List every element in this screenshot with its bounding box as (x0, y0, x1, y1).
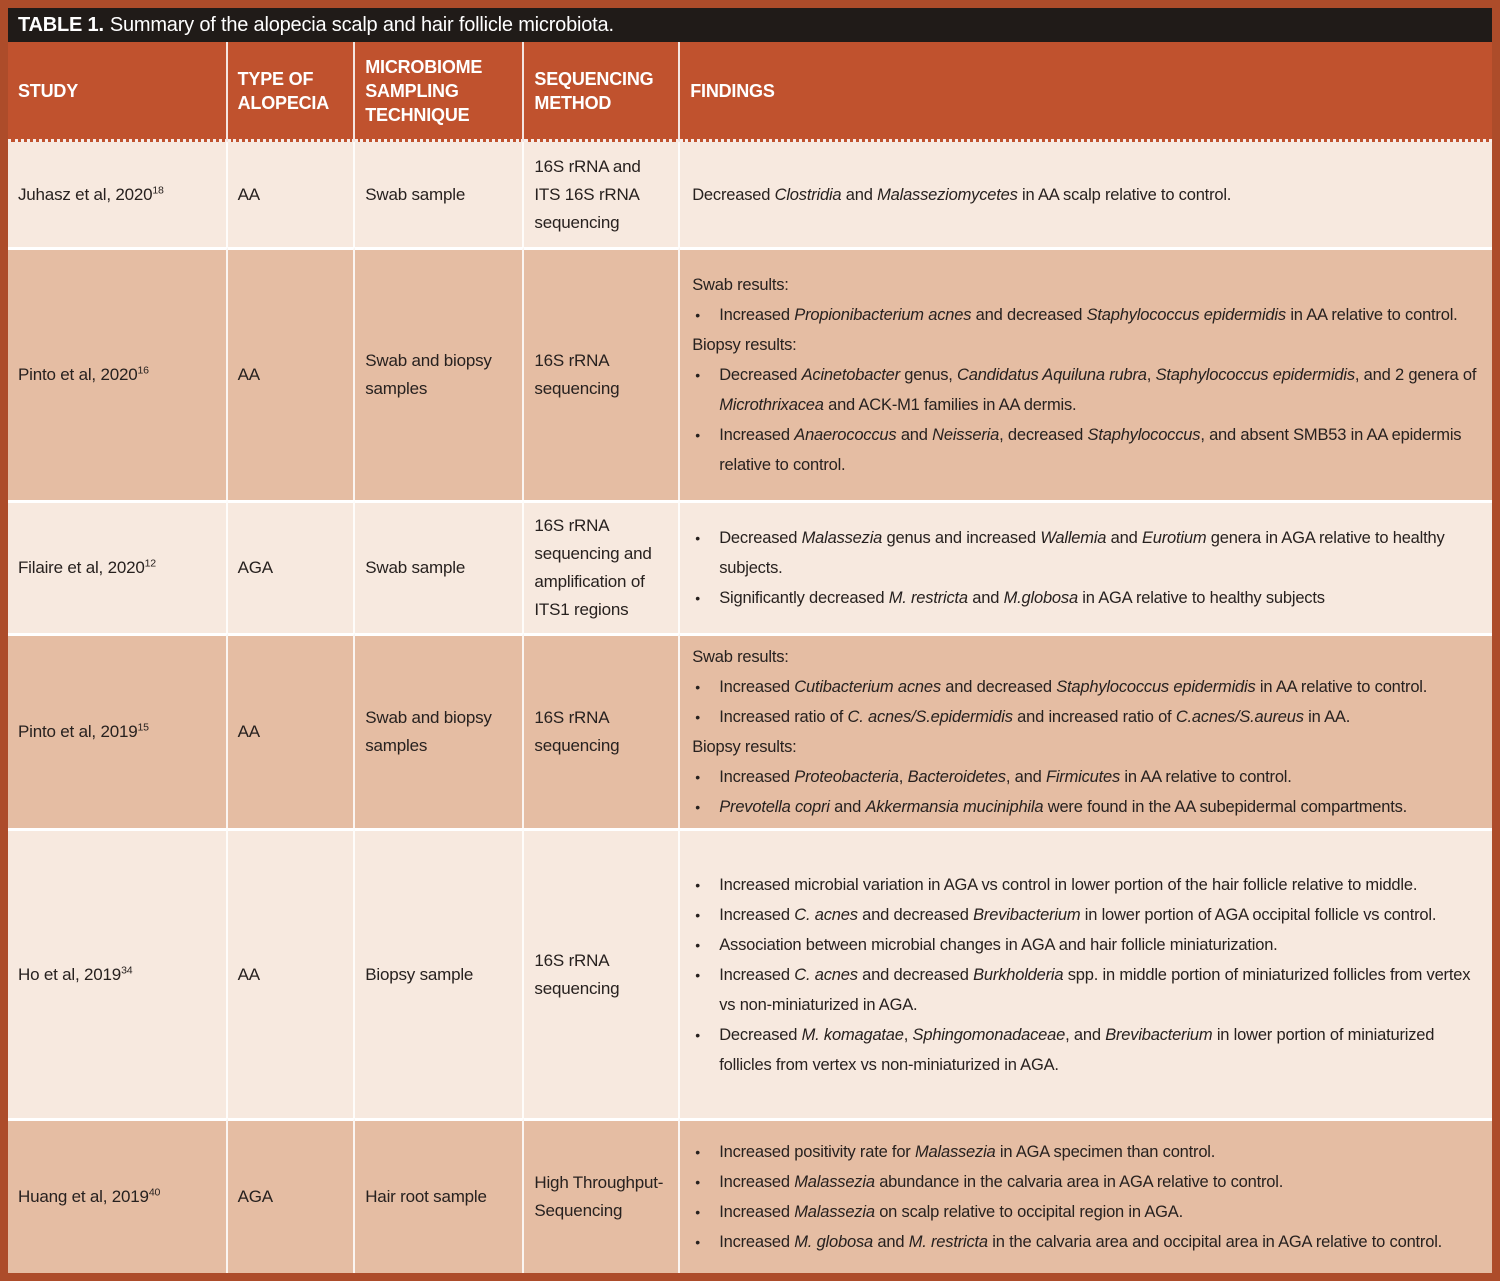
study-name: Pinto et al, 2020 (18, 365, 138, 384)
alopecia-type-cell: AGA (228, 500, 356, 633)
finding-bullet-item (692, 930, 1484, 960)
table-row (8, 828, 1492, 1118)
study-reference-number: 40 (148, 1186, 161, 1199)
finding-text: Increased Anaerococcus and Neisseria, decreased Staphylococcus, and absent SMB53 in AA epidermis relative to control. (719, 426, 1462, 474)
finding-bullet-item (692, 360, 1484, 420)
finding-text-line: Swab results: (692, 276, 789, 294)
finding-text: Increased positivity rate for Malassezia in AGA specimen than control. (719, 1143, 1216, 1161)
sampling-technique-cell: Swab and biopsy samples (355, 633, 524, 828)
study-cell (8, 1118, 228, 1273)
findings-cell (680, 828, 1492, 1118)
microbiota-summary-table (8, 42, 1492, 1273)
study-name: Ho et al, 2019 (18, 964, 122, 984)
sequencing-method-cell: 16S rRNA and ITS 16S rRNA sequencing (524, 142, 680, 247)
alopecia-type-cell: AA (228, 142, 356, 247)
bullet-icon: • (695, 1234, 700, 1250)
table-row (8, 142, 1492, 247)
alopecia-type-cell: AA (228, 247, 356, 500)
finding-bullet-item (692, 1020, 1484, 1080)
sequencing-method-cell: 16S rRNA sequencing (524, 247, 680, 500)
finding-bullet-item (692, 960, 1484, 1020)
bullet-icon: • (695, 769, 700, 785)
study-reference-number: 12 (144, 557, 156, 570)
finding-bullet-item (692, 583, 1484, 613)
finding-text: Increased C. acnes and decreased Brevibacterium in lower portion of AGA occipital follicle vs control. (719, 905, 1437, 924)
finding-text: Prevotella copri and Akkermansia muciniphila were found in the AA subepidermal compartments. (719, 798, 1408, 816)
bullet-icon: • (695, 966, 700, 983)
finding-text: Decreased Malassezia genus and increased Wallemia and Eurotium genera in AGA relative to healthy subjects. (719, 529, 1445, 577)
sequencing-method-cell: 16S rRNA sequencing (524, 633, 680, 828)
study-reference-number: 16 (137, 364, 149, 377)
sequencing-method-cell: High Throughput-Sequencing (524, 1118, 680, 1273)
finding-bullet-item (692, 523, 1484, 583)
finding-bullet-item (692, 1227, 1484, 1257)
finding-bullet-item (692, 870, 1484, 900)
finding-bullet-item (692, 702, 1484, 732)
study-cell (8, 247, 228, 500)
bullet-icon: • (695, 876, 700, 893)
study-cell (8, 500, 228, 633)
bullet-icon: • (695, 906, 700, 923)
study-name: Juhasz et al, 2020 (18, 184, 153, 204)
finding-bullet-item (692, 420, 1484, 480)
bullet-icon: • (695, 1174, 700, 1190)
finding-text: Significantly decreased M. restricta and M.globosa in AGA relative to healthy subjects (719, 589, 1325, 607)
bullet-icon: • (695, 936, 700, 953)
finding-text-line: Biopsy results: (692, 336, 797, 354)
finding-bullet-item (692, 900, 1484, 930)
finding-bullet-item (692, 792, 1484, 822)
finding-text-line: Decreased Clostridia and Malasseziomycetes in AA scalp relative to control. (692, 185, 1232, 204)
sampling-technique-cell: Swab sample (355, 142, 524, 247)
study-reference-number: 18 (152, 183, 164, 196)
study-cell (8, 828, 228, 1118)
findings-cell (680, 633, 1492, 828)
table-number: TABLE 1. (18, 13, 104, 36)
study-name: Pinto et al, 2019 (18, 722, 138, 741)
finding-bullet-item (692, 1167, 1484, 1197)
column-header-study: STUDY (8, 42, 228, 142)
study-reference-number: 34 (121, 963, 133, 976)
finding-text: Increased ratio of C. acnes/S.epidermidis and increased ratio of C.acnes/S.aureus in AA. (719, 708, 1351, 726)
findings-cell (680, 247, 1492, 500)
finding-bullet-item (692, 1197, 1484, 1227)
bullet-icon: • (695, 367, 700, 383)
table-row (8, 1118, 1492, 1273)
finding-text: Increased M. globosa and M. restricta in the calvaria area and occipital area in AGA relative to control. (719, 1233, 1443, 1251)
alopecia-type-cell: AA (228, 633, 356, 828)
finding-text: Increased Malassezia abundance in the calvaria area in AGA relative to control. (719, 1173, 1284, 1191)
findings-cell (680, 142, 1492, 247)
sampling-technique-cell: Biopsy sample (355, 828, 524, 1118)
table-row (8, 500, 1492, 633)
finding-text: Decreased M. komagatae, Sphingomonadaceae, and Brevibacterium in lower portion of miniaturized follicles from vertex vs non-miniaturized in AGA. (719, 1025, 1435, 1074)
finding-bullet-item (692, 762, 1484, 792)
finding-text: Increased Cutibacterium acnes and decreased Staphylococcus epidermidis in AA relative to control. (719, 678, 1428, 696)
study-cell (8, 633, 228, 828)
table-caption: Summary of the alopecia scalp and hair follicle microbiota. (109, 13, 614, 36)
column-header-findings: FINDINGS (680, 42, 1492, 142)
sequencing-method-cell: 16S rRNA sequencing (524, 828, 680, 1118)
table-row (8, 247, 1492, 500)
bullet-icon: • (695, 530, 700, 546)
header-row (8, 42, 1492, 142)
finding-text: Increased Propionibacterium acnes and decreased Staphylococcus epidermidis in AA relative to control. (719, 306, 1458, 324)
finding-text-line: Swab results: (692, 648, 789, 666)
finding-text: Association between microbial changes in AGA and hair follicle miniaturization. (719, 935, 1278, 954)
finding-text: Increased microbial variation in AGA vs control in lower portion of the hair follicle relative to middle. (719, 875, 1418, 894)
finding-text: Increased Malassezia on scalp relative to occipital region in AGA. (719, 1203, 1183, 1221)
table-body (8, 142, 1492, 1273)
findings-cell (680, 1118, 1492, 1273)
study-name: Filaire et al, 2020 (18, 558, 145, 577)
sampling-technique-cell: Swab sample (355, 500, 524, 633)
bullet-icon: • (695, 1026, 700, 1043)
findings-cell (680, 500, 1492, 633)
finding-text: Decreased Acinetobacter genus, Candidatus Aquiluna rubra, Staphylococcus epidermidis, and 2 genera of Microthrixacea and ACK-M1 families in AA dermis. (719, 366, 1477, 414)
alopecia-type-cell: AA (228, 828, 356, 1118)
bullet-icon: • (695, 679, 700, 695)
sampling-technique-cell: Swab and biopsy samples (355, 247, 524, 500)
bullet-icon: • (695, 1204, 700, 1220)
study-name: Huang et al, 2019 (18, 1187, 149, 1206)
finding-text-line: Biopsy results: (692, 738, 797, 756)
bullet-icon: • (695, 1144, 700, 1160)
column-header-sampling-technique: MICROBIOME SAMPLING TECHNIQUE (355, 42, 524, 142)
finding-text: Increased Proteobacteria, Bacteroidetes, and Firmicutes in AA relative to control. (719, 768, 1292, 786)
column-header-type-of-alopecia: TYPE OF ALOPECIA (228, 42, 356, 142)
table-row (8, 633, 1492, 828)
sampling-technique-cell: Hair root sample (355, 1118, 524, 1273)
study-reference-number: 15 (137, 721, 149, 734)
finding-text: Increased C. acnes and decreased Burkholderia spp. in middle portion of miniaturized follicles from vertex vs non-miniaturized in AGA. (719, 965, 1471, 1014)
finding-bullet-item (692, 1137, 1484, 1167)
bullet-icon: • (695, 590, 700, 606)
bullet-icon: • (695, 307, 700, 323)
bullet-icon: • (695, 799, 700, 815)
bullet-icon: • (695, 709, 700, 725)
table-title-bar (8, 8, 1492, 42)
finding-bullet-item (692, 300, 1484, 330)
finding-bullet-item (692, 672, 1484, 702)
study-cell (8, 142, 228, 247)
bullet-icon: • (695, 427, 700, 443)
sequencing-method-cell: 16S rRNA sequencing and amplification of ITS1 regions (524, 500, 680, 633)
alopecia-type-cell: AGA (228, 1118, 356, 1273)
column-header-sequencing-method: SEQUENCING METHOD (524, 42, 680, 142)
